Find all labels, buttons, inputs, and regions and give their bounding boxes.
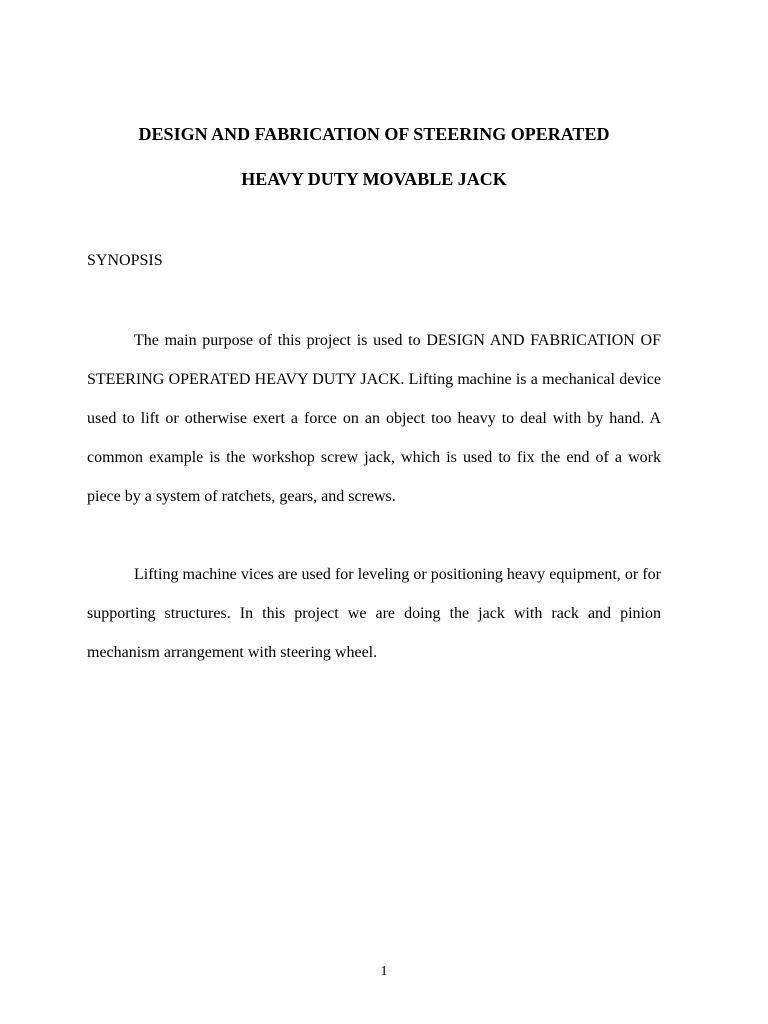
document-title-line-2: HEAVY DUTY MOVABLE JACK bbox=[241, 169, 507, 189]
synopsis-paragraph-2: Lifting machine vices are used for leveling or positioning heavy equipment, or for supporting structures. In this project we are doing the jack with rack and pinion mechanism arrangement with steering wheel. bbox=[87, 566, 661, 661]
document-title-line-1: DESIGN AND FABRICATION OF STEERING OPERATED bbox=[138, 124, 610, 144]
page-number: 1 bbox=[380, 964, 388, 979]
section-heading-synopsis: SYNOPSIS bbox=[87, 252, 163, 269]
synopsis-paragraph-1: The main purpose of this project is used to DESIGN AND FABRICATION OF STEERING OPERATED HEAVY DUTY JACK. Lifting machine is a mechanical device used to lift or otherwise exert a force on an object too heavy to deal with by hand. A common example is the workshop screw jack, which is used to fix the end of a work piece by a system of ratchets, gears, and screws. bbox=[87, 332, 661, 505]
